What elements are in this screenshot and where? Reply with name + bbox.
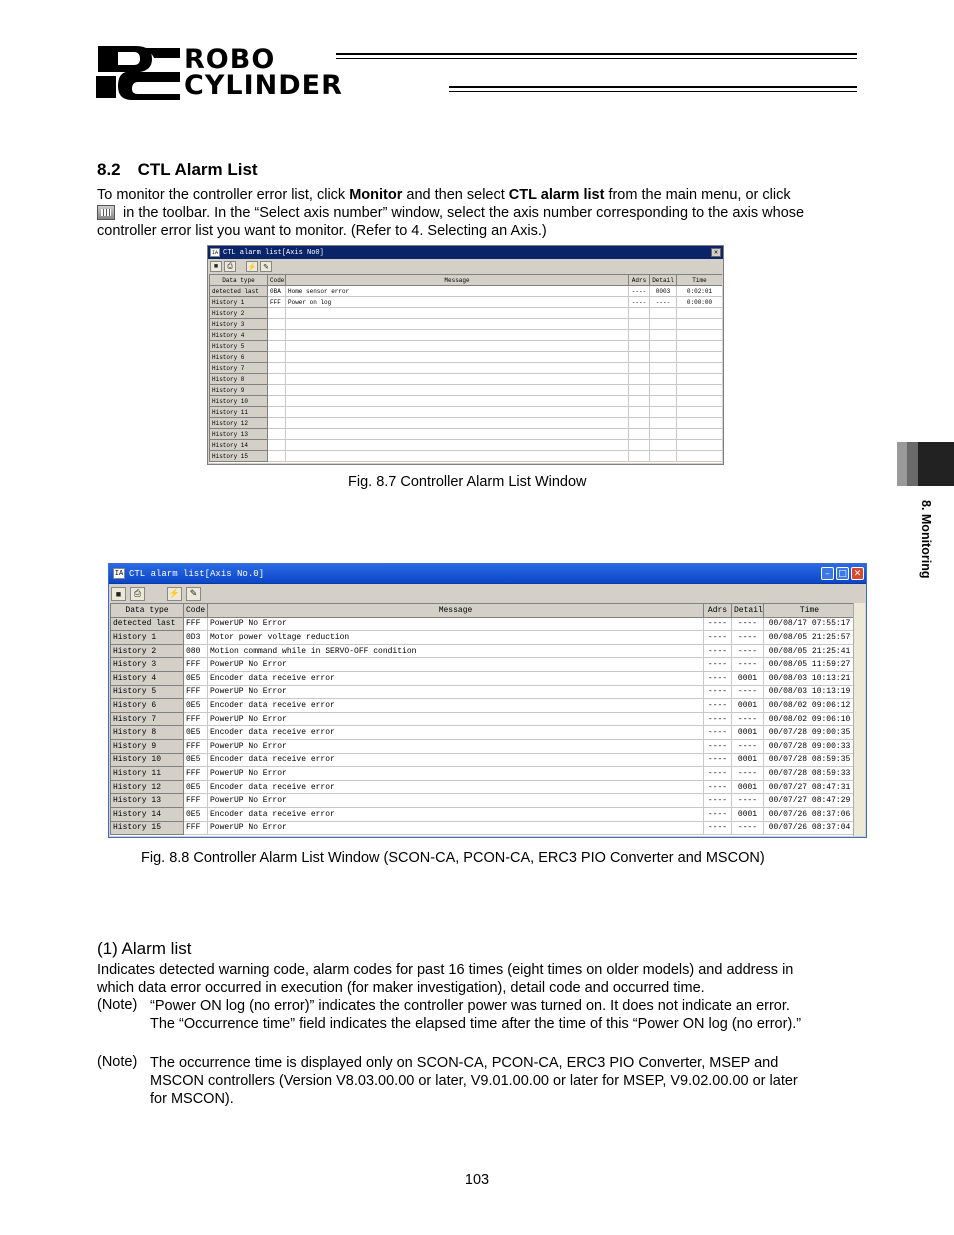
code-cell: FFF [268,297,286,308]
table-row[interactable] [210,440,723,451]
alarm-table-grid [209,274,722,463]
table-row[interactable] [210,286,723,297]
table-row[interactable] [111,631,854,645]
time-cell: 00/08/05 21:25:41 [764,644,854,658]
message-cell: Encoder data receive error [208,726,704,740]
alarm-reset-icon[interactable]: ✎ [260,261,272,272]
message-cell: PowerUP No Error [208,767,704,781]
data-type-cell: History 11 [111,767,184,781]
minimize-icon[interactable]: – [821,567,834,580]
message-cell: PowerUP No Error [208,685,704,699]
data-type-cell: History 5 [210,341,268,352]
detail-cell: 0001 [732,699,764,713]
vertical-scrollbar[interactable] [853,603,865,836]
code-cell: 0D3 [184,631,208,645]
logo-text-robo: ROBO [184,44,276,75]
detail-cell [650,385,677,396]
adrs-cell: ---- [704,658,732,672]
window-toolbar [208,259,723,274]
data-type-cell: detected last [210,286,268,297]
time-cell [677,308,723,319]
rc-logo-icon [96,42,180,100]
message-cell [286,385,629,396]
adrs-cell: ---- [704,821,732,835]
message-cell: PowerUP No Error [208,617,704,631]
note-1-line-1: “Power ON log (no error)” indicates the controller power was turned on. It does not indicate an error. [150,998,790,1014]
message-cell [286,341,629,352]
alarm-list-body-line-1: Indicates detected warning code, alarm codes for past 16 times (eight times on older models) and address in [97,962,794,978]
note-2-label: (Note) [97,1054,138,1070]
detail-cell: ---- [732,739,764,753]
column-header[interactable]: Data type [111,604,184,618]
code-cell [268,341,286,352]
message-cell [286,451,629,462]
code-cell: FFF [184,617,208,631]
table-row[interactable] [210,330,723,341]
code-cell [268,330,286,341]
time-cell: 00/07/27 08:47:31 [764,780,854,794]
time-cell: 00/07/28 08:59:33 [764,767,854,781]
data-type-cell: History 15 [111,821,184,835]
code-cell [268,374,286,385]
time-cell: 00/07/28 09:00:33 [764,739,854,753]
table-row[interactable] [210,385,723,396]
time-cell: 00/07/28 09:00:35 [764,726,854,740]
clear-alarm-icon[interactable]: ⚡ [167,587,182,601]
table-row[interactable] [210,319,723,330]
data-type-cell: History 3 [210,319,268,330]
intro-line-1: To monitor the controller error list, click Monitor and then select CTL alarm list from the main menu, or click [97,187,791,203]
data-type-cell: History 2 [210,308,268,319]
message-cell [286,418,629,429]
column-header[interactable]: Adrs [629,275,650,286]
detail-cell [650,396,677,407]
table-row[interactable] [111,780,854,794]
detail-cell [650,451,677,462]
adrs-cell [629,374,650,385]
table-row[interactable] [210,341,723,352]
time-cell: 0:00:00 [677,297,723,308]
code-cell: FFF [184,767,208,781]
time-cell: 00/08/05 21:25:57 [764,631,854,645]
clear-alarm-icon[interactable]: ⚡ [246,261,258,272]
detail-cell [650,418,677,429]
code-cell: 0E5 [184,726,208,740]
adrs-cell [629,330,650,341]
time-cell: 00/08/17 07:55:17 [764,617,854,631]
time-cell [677,363,723,374]
code-cell [268,396,286,407]
note-1-line-2: The “Occurrence time” field indicates the elapsed time after the time of this “Power ON log (no error).” [150,1016,802,1032]
fig-8-7-caption: Fig. 8.7 Controller Alarm List Window [348,474,587,490]
table-row[interactable] [111,712,854,726]
column-header[interactable]: Message [286,275,629,286]
data-type-cell: detected last [111,617,184,631]
detail-cell: ---- [732,794,764,808]
header-rule-bottom-thin [449,91,857,92]
adrs-cell: ---- [704,617,732,631]
header-rule-bottom [449,86,857,88]
data-type-cell: History 1 [210,297,268,308]
section-title: 8.2 CTL Alarm List [97,160,258,179]
robo-cylinder-logo [96,42,441,102]
adrs-cell: ---- [704,780,732,794]
close-icon[interactable]: ✕ [711,248,721,257]
detail-cell: 0001 [732,780,764,794]
time-cell [677,374,723,385]
data-type-cell: History 9 [111,739,184,753]
time-cell: 00/07/27 08:47:29 [764,794,854,808]
data-type-cell: History 6 [210,352,268,363]
time-cell: 00/08/02 09:06:12 [764,699,854,713]
table-row[interactable] [111,739,854,753]
adrs-cell: ---- [704,739,732,753]
code-cell: FFF [184,712,208,726]
code-cell [268,418,286,429]
table-row[interactable] [210,374,723,385]
time-cell: 0:02:01 [677,286,723,297]
detail-cell: ---- [732,712,764,726]
detail-cell [650,341,677,352]
message-cell [286,429,629,440]
adrs-cell: ---- [629,286,650,297]
detail-cell: 0001 [732,726,764,740]
data-type-cell: History 2 [111,644,184,658]
detail-cell [650,374,677,385]
detail-cell: ---- [732,631,764,645]
message-cell: Home sensor error [286,286,629,297]
print-icon[interactable]: ⎙ [130,587,145,601]
message-cell [286,396,629,407]
detail-cell: 0001 [732,671,764,685]
data-type-cell: History 5 [111,685,184,699]
adrs-cell [629,396,650,407]
table-row[interactable] [210,429,723,440]
adrs-cell: ---- [704,807,732,821]
time-cell: 00/08/02 09:06:10 [764,712,854,726]
time-cell [677,319,723,330]
data-type-cell: History 4 [111,671,184,685]
adrs-cell [629,440,650,451]
adrs-cell: ---- [629,297,650,308]
detail-cell: 0001 [732,753,764,767]
side-tab-label: 8. Monitoring [919,500,933,579]
column-header[interactable]: Message [208,604,704,618]
column-header[interactable]: Time [677,275,723,286]
detail-cell: 0003 [650,286,677,297]
table-row[interactable] [210,396,723,407]
code-cell [268,308,286,319]
ctl-alarm-toolbar-icon [97,205,115,220]
message-cell: PowerUP No Error [208,739,704,753]
app-icon: IA [211,249,218,256]
alarm-table [209,274,722,462]
app-icon: IA [114,569,124,578]
data-type-cell: History 12 [111,780,184,794]
code-cell: 0E5 [184,699,208,713]
close-icon[interactable]: ✕ [851,567,864,580]
window-title: CTL alarm list[Axis No.0] [129,568,265,579]
adrs-cell: ---- [704,767,732,781]
time-cell [677,407,723,418]
adrs-cell: ---- [704,671,732,685]
window-titlebar [208,246,723,259]
data-type-cell: History 13 [111,794,184,808]
data-type-cell: History 7 [111,712,184,726]
code-cell: 080 [184,644,208,658]
ctl-alarm-list-window-large [108,563,867,838]
message-cell [286,440,629,451]
message-cell [286,407,629,418]
message-cell [286,363,629,374]
code-cell: 0E5 [184,671,208,685]
time-cell [677,451,723,462]
time-cell [677,341,723,352]
table-row[interactable] [111,671,854,685]
data-type-cell: History 6 [111,699,184,713]
code-cell: 0E5 [184,753,208,767]
data-type-cell: History 15 [210,451,268,462]
intro-line-2: in the toolbar. In the “Select axis number” window, select the axis number corresponding to the axis whose [97,204,804,222]
code-cell: FFF [184,739,208,753]
adrs-cell: ---- [704,726,732,740]
detail-cell [650,440,677,451]
table-row[interactable] [111,726,854,740]
intro-line-3: controller error list you want to monitor. (Refer to 4. Selecting an Axis.) [97,223,547,239]
page-number: 103 [464,1172,490,1188]
note-1-label: (Note) [97,997,138,1013]
table-row[interactable] [210,418,723,429]
alarm-reset-icon[interactable]: ✎ [186,587,201,601]
window-titlebar [109,564,866,584]
adrs-cell [629,308,650,319]
adrs-cell [629,451,650,462]
message-cell: Encoder data receive error [208,753,704,767]
message-cell [286,308,629,319]
alarm-table-grid [110,603,853,836]
column-header[interactable]: Code [268,275,286,286]
side-tab-block-mid [907,442,918,486]
data-type-cell: History 8 [111,726,184,740]
print-icon[interactable]: ⎙ [224,261,236,272]
alarm-list-heading: (1) Alarm list [97,939,192,958]
detail-cell [650,319,677,330]
table-row[interactable] [111,807,854,821]
code-cell [268,319,286,330]
window-title: CTL alarm list[Axis No0] [223,248,324,257]
time-cell: 00/07/26 08:37:04 [764,821,854,835]
message-cell [286,319,629,330]
code-cell [268,451,286,462]
adrs-cell: ---- [704,644,732,658]
data-type-cell: History 13 [210,429,268,440]
adrs-cell [629,352,650,363]
note-2-line-1: The occurrence time is displayed only on SCON-CA, PCON-CA, ERC3 PIO Converter, MSEP and [150,1055,779,1071]
time-cell: 00/08/03 10:13:21 [764,671,854,685]
adrs-cell: ---- [704,753,732,767]
detail-cell: ---- [732,767,764,781]
code-cell: 0E5 [184,780,208,794]
message-cell [286,352,629,363]
column-header[interactable]: Adrs [704,604,732,618]
header-rule-top [336,53,857,55]
data-type-cell: History 11 [210,407,268,418]
adrs-cell [629,407,650,418]
logo-text-cylinder: CYLINDER [184,70,343,101]
code-cell: FFF [184,658,208,672]
message-cell: PowerUP No Error [208,821,704,835]
data-type-cell: History 14 [210,440,268,451]
table-row[interactable] [111,685,854,699]
code-cell [268,352,286,363]
table-row[interactable] [111,699,854,713]
message-cell: PowerUP No Error [208,712,704,726]
message-cell [286,374,629,385]
data-type-cell: History 8 [210,374,268,385]
table-row[interactable] [210,407,723,418]
code-cell [268,363,286,374]
time-cell [677,418,723,429]
adrs-cell: ---- [704,712,732,726]
side-tab-block-light [897,442,907,486]
detail-cell [650,330,677,341]
code-cell: 0E5 [184,807,208,821]
time-cell [677,352,723,363]
note-2-line-3: for MSCON). [150,1091,234,1107]
adrs-cell: ---- [704,699,732,713]
code-cell [268,407,286,418]
window-toolbar [109,584,866,603]
save-icon[interactable]: ■ [111,587,126,601]
table-row[interactable] [111,658,854,672]
time-cell: 00/08/03 10:13:19 [764,685,854,699]
note-2-line-2: MSCON controllers (Version V8.03.00.00 or later, V9.01.00.00 or later for MSEP, V9.02.00.00 or later [150,1073,798,1089]
column-header[interactable]: Code [184,604,208,618]
message-cell: PowerUP No Error [208,658,704,672]
data-type-cell: History 14 [111,807,184,821]
code-cell [268,385,286,396]
detail-cell: ---- [732,658,764,672]
table-row[interactable] [210,297,723,308]
column-header[interactable]: Time [764,604,854,618]
column-header[interactable]: Detail [650,275,677,286]
detail-cell: ---- [732,644,764,658]
detail-cell: ---- [650,297,677,308]
adrs-cell [629,385,650,396]
adrs-cell [629,341,650,352]
time-cell: 00/07/26 08:37:06 [764,807,854,821]
adrs-cell [629,418,650,429]
time-cell: 00/07/28 08:59:35 [764,753,854,767]
data-type-cell: History 12 [210,418,268,429]
data-type-cell: History 7 [210,363,268,374]
message-cell [286,330,629,341]
table-row[interactable] [210,451,723,462]
adrs-cell [629,363,650,374]
time-cell [677,396,723,407]
table-row[interactable] [111,753,854,767]
detail-cell: ---- [732,617,764,631]
detail-cell [650,429,677,440]
code-cell: FFF [184,821,208,835]
message-cell: Encoder data receive error [208,780,704,794]
code-cell: 0BA [268,286,286,297]
column-header[interactable]: Data type [210,275,268,286]
code-cell: FFF [184,685,208,699]
detail-cell: 0001 [732,807,764,821]
data-type-cell: History 9 [210,385,268,396]
message-cell: Encoder data receive error [208,699,704,713]
data-type-cell: History 10 [111,753,184,767]
alarm-list-body-line-2: which data error occurred in execution (for maker investigation), detail code and occurred time. [97,980,705,996]
table-row[interactable] [111,821,854,835]
table-row[interactable] [210,352,723,363]
message-cell: Encoder data receive error [208,671,704,685]
message-cell: Motor power voltage reduction [208,631,704,645]
message-cell: PowerUP No Error [208,794,704,808]
column-header[interactable]: Detail [732,604,764,618]
message-cell: Motion command while in SERVO-OFF condition [208,644,704,658]
message-cell: Power on log [286,297,629,308]
detail-cell: ---- [732,821,764,835]
adrs-cell: ---- [704,631,732,645]
ctl-alarm-list-window-small [207,245,724,465]
maximize-icon[interactable]: □ [836,567,849,580]
time-cell [677,330,723,341]
side-tab-block-dark [918,442,954,486]
table-row[interactable] [210,363,723,374]
time-cell [677,440,723,451]
save-icon[interactable]: ■ [210,261,222,272]
data-type-cell: History 1 [111,631,184,645]
data-type-cell: History 4 [210,330,268,341]
detail-cell [650,407,677,418]
adrs-cell: ---- [704,794,732,808]
adrs-cell: ---- [704,685,732,699]
detail-cell [650,352,677,363]
alarm-table [110,603,853,835]
code-cell [268,429,286,440]
time-cell [677,429,723,440]
table-row[interactable] [210,308,723,319]
header-rule-top-thin [336,58,857,59]
code-cell [268,440,286,451]
adrs-cell [629,429,650,440]
detail-cell [650,308,677,319]
data-type-cell: History 10 [210,396,268,407]
time-cell: 00/08/05 11:59:27 [764,658,854,672]
code-cell: FFF [184,794,208,808]
detail-cell [650,363,677,374]
time-cell [677,385,723,396]
fig-8-8-caption: Fig. 8.8 Controller Alarm List Window (SCON-CA, PCON-CA, ERC3 PIO Converter and MSCON) [141,850,765,866]
data-type-cell: History 3 [111,658,184,672]
message-cell: Encoder data receive error [208,807,704,821]
adrs-cell [629,319,650,330]
table-row[interactable] [111,617,854,631]
table-row[interactable] [111,767,854,781]
detail-cell: ---- [732,685,764,699]
table-row[interactable] [111,794,854,808]
table-row[interactable] [111,644,854,658]
